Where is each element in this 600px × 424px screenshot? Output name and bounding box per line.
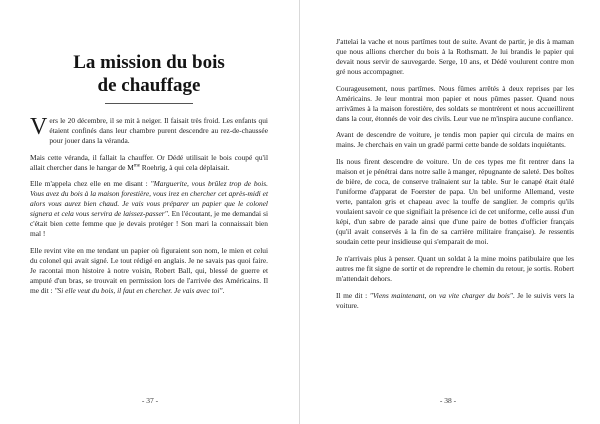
paragraph: Courageusement, nous partîmes. Nous fûmes arrêtés à deux reprises par les Américains. Je leur montrai mon papier et nous pûmes passer. Quand nous arrivâmes à la maison forestière, des soldats se montrèrent et nous accueillirent dans la cour, étonnés de voir des civils. Leur vue ne m'inspira aucune confiance.: [336, 83, 574, 123]
paragraph: [30, 246, 268, 296]
paragraph-text: .: [222, 286, 225, 296]
paragraph-text: Elle revint vite en me tendant un papier où figuraient son nom, le mien et celui du colonel qui avait signé. Le tout rédigé en anglais. Je ne savais pas quoi faire. Je racontai mon histoire à notre voisin, Robert Ball, qui, blessé de guerre et amputé d'un bras, se trouvait en permission lors de l'arrivée des Américains. Il me dit :: [30, 246, 268, 296]
right-page-body: [336, 37, 574, 317]
italic-quote: "Viens maintenant, on va vite charger du bois": [369, 290, 513, 300]
title-underline-rule: [105, 103, 193, 104]
paragraph: Je n'arrivais plus à penser. Quant un soldat à la mine moins patibulaire que les autres me fit signe de sortir et de reprendre le chemin du retour, je sortis. Robert m'attendait dehors.: [336, 253, 574, 283]
paragraph-text: Mais cette véranda, il fallait la chauffer. Or Dédé utilisait le bois coupé qu'il allait chercher dans le hangar de M: [30, 152, 268, 172]
paragraph: Avant de descendre de voiture, je tendis mon papier qui circula de mains en mains. Je cherchais en vain un gradé parmi cette bande de soldats inquiétants.: [336, 130, 574, 150]
page-number-left: - 37 -: [141, 396, 159, 405]
paragraph: [30, 116, 268, 146]
paragraph: [30, 153, 268, 173]
paragraph-text: Roehrig, à qui cela déplaisait.: [139, 162, 230, 172]
chapter-title-line-2: de chauffage: [97, 75, 201, 96]
page-number-right: - 38 -: [439, 396, 457, 405]
italic-quote: "Marguerite, vous brûlez trop de bois. Vous avez du bois à la maison forestière, vous irez en chercher cet après-midi et alors vous aurez bien chaud. Je vais vous préparer un papier que le colonel signera et cela vous servira de laissez-passer": [30, 179, 268, 219]
paragraph: Ils nous firent descendre de voiture. Un de ces types me fit rentrer dans la maison et je pénétrai dans notre salle à manger, répugnante de saleté. Des boîtes de bière, de coca, de conserve traînaient sur la table. Sur le canapé était étalé l'uniforme d'apparat de Foerster de papa. Un bel uniforme Allemand, veste verte, pantalon gris et chapeau avec la touffe de sanglier. Je compris qu'ils voulaient savoir ce que signifiait la présence ici de cet uniforme, celle aussi d'un képi, d'un sabre de parade ainsi que d'une paire de bottes d'officier français (qu'il avait conservés à la fin de sa carrière militaire française). Je ressentis soudain cette peur insidieuse qui s'emparait de moi.: [336, 156, 574, 247]
paragraph-text: . En l'écoutant, je me demandai si c'était bien cette femme que je devais protéger ! Son mari la connaissait bien mal !: [30, 209, 268, 239]
paragraph-text: . Je le suivis vers la voiture.: [336, 290, 574, 310]
paragraph-text: Il me dit :: [336, 290, 370, 300]
chapter-title-line-1: La mission du bois: [73, 52, 225, 73]
paragraph: J'attelai la vache et nous partîmes tout de suite. Avant de partir, je dis à maman que nous allions chercher du bois à la Rothsmatt. Je lui brandis le papier qui devait nous servir de sauvegarde. Serge, 10 ans, et Dédé voulurent contre mon gré nous accompagner.: [336, 37, 574, 77]
paragraph: [30, 179, 268, 239]
drop-cap: V: [30, 114, 48, 140]
italic-quote: "Si elle veut du bois, il faut en chercher. Je vais avec toi": [54, 286, 223, 296]
right-page: [300, 0, 600, 424]
chapter-title: [30, 51, 268, 97]
paragraph-text: Elle m'appela chez elle en me disant :: [30, 179, 151, 189]
left-page-body: [30, 116, 268, 303]
superscript: me: [133, 163, 140, 169]
paragraph: [336, 291, 574, 311]
paragraph-text: ers le 20 décembre, il se mit à neiger. Il faisait très froid. Les enfants qui étaient confinés dans leur chambre purent descendre au rez-de-chaussée pour jouer dans la véranda.: [49, 116, 268, 146]
